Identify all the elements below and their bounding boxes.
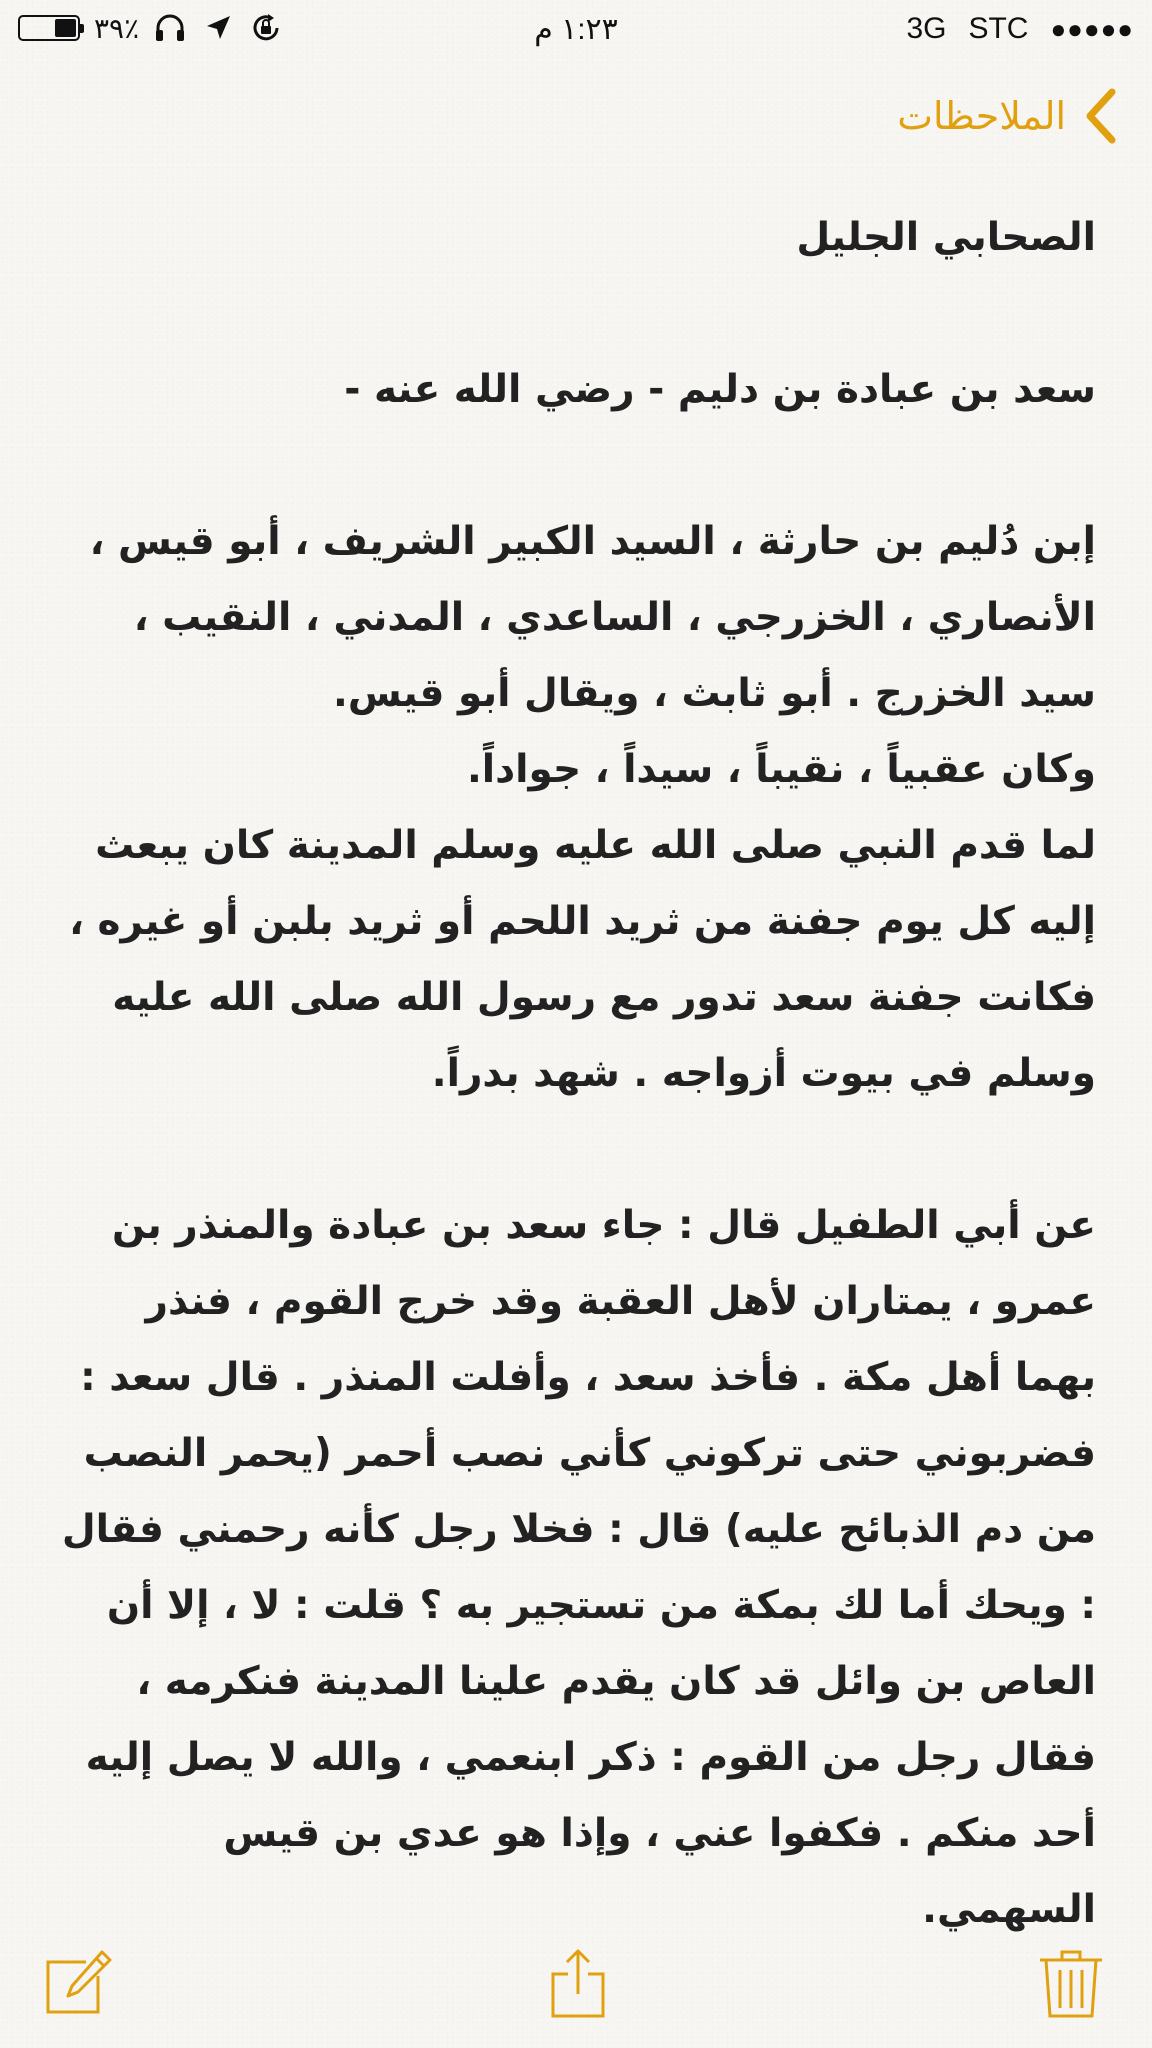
chevron-left-icon bbox=[1084, 88, 1116, 144]
status-right bbox=[906, 12, 1134, 46]
note-paragraph: عن أبي الطفيل قال : جاء سعد بن عبادة والمنذر بن عمرو ، يمتاران لأهل العقبة وقد خرج القوم ، فنذر بهما أهل مكة . فأخذ سعد ، وأفلت المنذر . قال سعد : فضربوني حتى تركوني كأني نصب أحمر (يحمر النصب من دم الذبائح عليه) قال : فخلا رجل كأنه رحمني فقال : ويحك أما لك بمكة من تستجير به ؟ قلت : لا ، إلا أن العاص بن وائل قد كان يقدم علينا المدينة فنكرمه ، فقال رجل من القوم : ذكر ابنعمي ، والله لا يصل إليه أحد منكم . فكفوا عني ، وإذا هو عدي بن قيس السهمي. bbox=[61, 1203, 1096, 1932]
blank-line bbox=[58, 1112, 1096, 1188]
signal-strength-icon: ●●●●● bbox=[1050, 13, 1134, 44]
carrier-name: STC bbox=[968, 12, 1029, 45]
share-icon[interactable] bbox=[543, 1948, 613, 2018]
back-to-notes-button[interactable] bbox=[897, 88, 1116, 144]
note-paragraph: لما قدم النبي صلى الله عليه وسلم المدينة كان يبعث إليه كل يوم جفنة من ثريد اللحم أو ثريد بلبن أو غيره ، فكانت جفنة سعد تدور مع رسول الله صلى الله عليه وسلم في بيوت أزواجه . شهد بدراً. bbox=[69, 823, 1096, 1096]
battery-percentage: ٪٣٩ bbox=[94, 12, 140, 44]
note-paragraph: وكان عقبياً ، نقيباً ، سيداً ، جواداً. bbox=[466, 747, 1096, 792]
compose-icon[interactable] bbox=[42, 1948, 112, 2018]
note-paragraph: إبن دُليم بن حارثة ، السيد الكبير الشريف ، أبو قيس ، الأنصاري ، الخزرجي ، الساعدي ، المدني ، النقيب ، سيد الخزرج . أبو ثابث ، ويقال أبو قيس. bbox=[89, 519, 1096, 716]
status-time: ١:٢٣ م bbox=[534, 13, 618, 46]
bottom-toolbar bbox=[0, 1940, 1152, 2024]
note-subtitle: سعد بن عبادة بن دليم - رضي الله عنه - bbox=[344, 367, 1096, 412]
blank-line bbox=[58, 428, 1096, 504]
network-type: 3G bbox=[906, 12, 947, 45]
status-bar bbox=[0, 0, 1152, 56]
back-label: الملاحظات bbox=[897, 94, 1066, 138]
blank-line bbox=[58, 276, 1096, 352]
trash-icon[interactable] bbox=[1036, 1948, 1106, 2018]
note-body[interactable] bbox=[58, 200, 1096, 1948]
note-title: الصحابي الجليل bbox=[796, 215, 1096, 260]
